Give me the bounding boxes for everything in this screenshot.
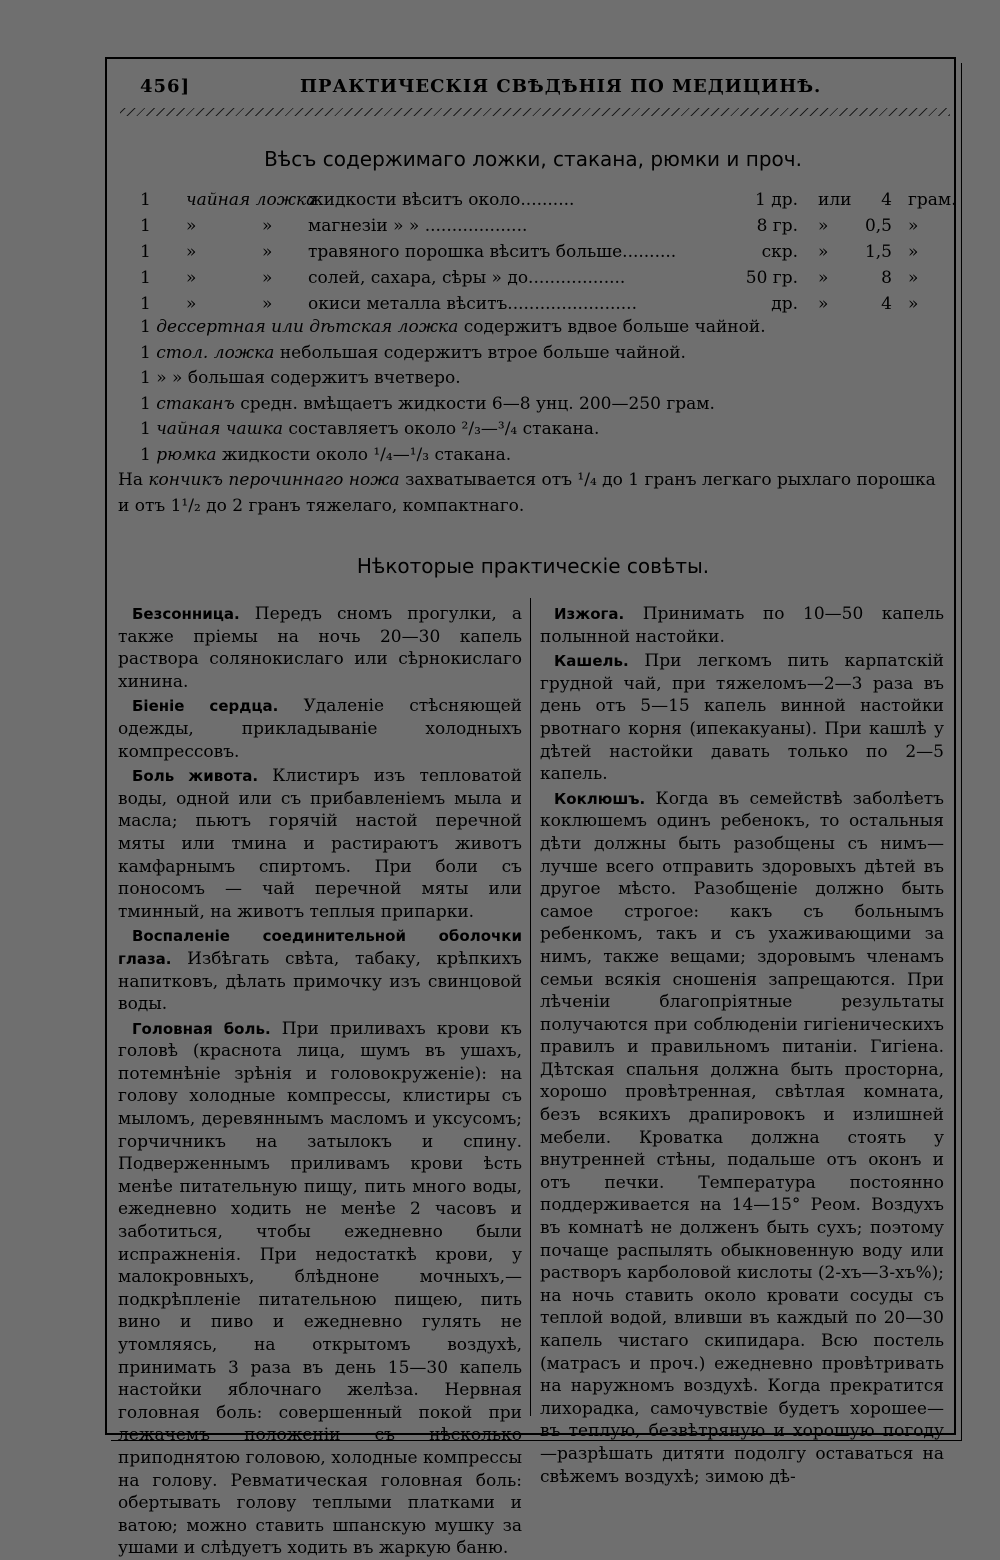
- line-text: 1: [140, 393, 157, 414]
- row-description: травяного порошка вѣситъ больше..........: [308, 242, 677, 262]
- row-conversion: »: [818, 242, 829, 262]
- line-text: небольшая содержитъ втрое больше чайной.: [274, 342, 686, 363]
- line-text: На: [118, 470, 149, 490]
- entry-text: При приливахъ крови къ головѣ (краснота лица, шумъ въ ушахъ, потемнѣніе зрѣнія и головокруженіе): на голову холодные компрессы, клистиры съ мыломъ, деревяннымъ масломъ и уксусомъ; горчичникъ на затылокъ и спину. Подверженнымъ приливамъ крови ѣсть менѣе питательную пищу, пить много воды, ежедневно ходить не менѣе 2 часовъ и заботиться, чтобы ежедневно были испражненія. При недостаткѣ крови, у малокровныхъ, блѣдноне мочныхъ,—подкрѣпленіе питательною пищею, пить вино и пиво и ежедневно гулять не утомляясь, на открытомъ воздухѣ, принимать 3 раза въ день 15—30 капель настойки яблочнаго желѣза. Нервная головная боль: совершенный покой при лежачемъ положеніи съ нѣсколько приподнятою головою, холодные компрессы на голову. Ревматическая головная боль: обертывать голову теплыми платками и ватою; можно ставить шпанскую мушку за ушами и слѣдуетъ ходить въ жаркую баню.: [118, 1018, 523, 1559]
- entry-heading: Воспаленіе соединительной оболочки глаза.: [118, 927, 522, 968]
- row-measure: »: [186, 216, 197, 236]
- row-measure: »: [186, 294, 197, 314]
- entry-heading: Безсонница.: [132, 605, 240, 623]
- line-text: захватывается отъ ¹/₄ до 1 гранъ легкаго рыхлаго порошка: [399, 470, 936, 490]
- entry-text: Передъ сномъ прогулки, а также пріемы на ночь 20—30 капель раствора солянокислаго или сѣрнокислаго хинина.: [118, 604, 522, 692]
- line-text: средн. вмѣщаетъ жидкости 6—8 унц. 200—250 грам.: [234, 393, 715, 414]
- entry-heading: Кашель.: [554, 652, 629, 671]
- advice-entry: [540, 650, 944, 786]
- row-value: 8: [881, 268, 892, 288]
- weights-row: [140, 242, 945, 266]
- row-description: солей, сахара, сѣры » до..................: [308, 268, 626, 288]
- line-text: и отъ 1¹/₂ до 2 гранъ тяжелаго, компактнаго.: [118, 495, 525, 516]
- entry-text: При легкомъ пить карпатскій грудной чай, при тяжеломъ—2—3 раза въ день отъ 5—15 капель винной настойки рвотнаго корня (ипекакуаны). При кашлѣ у дѣтей настойки давать только по 2—5 капель.: [540, 651, 944, 785]
- row-measure-2: »: [262, 268, 273, 288]
- line-text: 1: [140, 419, 157, 439]
- row-value: 0,5: [864, 216, 892, 236]
- row-conversion: или: [818, 190, 852, 210]
- row-conversion: »: [818, 216, 829, 236]
- line-text: 1: [140, 317, 157, 337]
- row-number: 1: [140, 294, 151, 314]
- entry-heading: Изжога.: [554, 605, 625, 623]
- weights-line: [140, 417, 970, 441]
- advice-right-column: [540, 603, 944, 1488]
- weights-line: [140, 443, 970, 467]
- line-text: содержитъ вдвое больше чайной.: [458, 317, 766, 337]
- advice-entry: [540, 788, 944, 1488]
- row-unit: »: [908, 242, 919, 262]
- row-measure: »: [186, 242, 197, 262]
- row-number: 1: [140, 268, 151, 288]
- advice-title: Нѣкоторые практическіе совѣты.: [356, 554, 710, 578]
- line-term: стаканъ: [156, 393, 235, 414]
- weights-line: [118, 494, 948, 518]
- line-text: 1: [140, 444, 157, 465]
- row-measure-2: »: [262, 242, 273, 262]
- row-value: 4: [881, 190, 892, 210]
- row-amount: 50 гр.: [745, 268, 798, 288]
- weights-line: [140, 315, 970, 339]
- line-text: жидкости около ¹/₄—¹/₃ стакана.: [216, 444, 512, 465]
- advice-entry: [540, 603, 944, 648]
- row-unit: грам.: [908, 190, 957, 210]
- advice-entry: [118, 695, 522, 763]
- weights-line: [140, 366, 970, 390]
- entry-text: Принимать по 10—50 капель полынной настойки.: [540, 604, 944, 647]
- weights-line: [118, 468, 948, 492]
- row-unit: »: [908, 216, 919, 236]
- weights-title: Вѣсъ содержимаго ложки, стакана, рюмки и проч.: [264, 147, 802, 171]
- row-unit: »: [908, 294, 919, 314]
- line-term: чайная чашка: [156, 419, 283, 439]
- row-value: 4: [881, 294, 892, 314]
- row-number: 1: [140, 190, 151, 210]
- entry-heading: Коклюшъ.: [554, 789, 646, 808]
- weights-line: [140, 341, 970, 365]
- row-unit: »: [908, 268, 919, 288]
- entry-heading: Боль живота.: [132, 767, 259, 786]
- line-term: дессертная или дѣтская ложка: [156, 317, 459, 337]
- row-number: 1: [140, 242, 151, 262]
- running-title: ПРАКТИЧЕСКІЯ СВѢДѢНІЯ ПО МЕДИЦИНѢ.: [300, 76, 822, 97]
- advice-entry: [118, 925, 522, 1015]
- entry-text: Избѣгать свѣта, табаку, крѣпкихъ напитковъ, дѣлать примочку изъ свинцовой воды.: [118, 948, 522, 1015]
- line-term: стол. ложка: [156, 342, 275, 363]
- line-text: составляетъ около ²/₃—³/₄ стакана.: [283, 419, 600, 439]
- weights-line: [140, 392, 970, 416]
- entry-text: Клистиръ изъ тепловатой воды, одной или съ прибавленіемъ мыла и масла; пьютъ горячій настой перечной мяты или тмина и растираютъ животъ камфарнымъ спиртомъ. При боли съ поносомъ — чай перечной мяты или тминный, на животъ теплыя припарки.: [118, 766, 522, 922]
- row-description: магнезіи » » ...................: [308, 216, 528, 236]
- row-measure: »: [186, 268, 197, 288]
- row-measure-2: »: [262, 216, 273, 236]
- weights-row: [140, 216, 945, 240]
- line-term: рюмка: [156, 444, 217, 465]
- row-conversion: »: [818, 268, 829, 288]
- weights-row: [140, 268, 945, 292]
- advice-entry: [118, 765, 522, 923]
- weights-row: [140, 190, 957, 214]
- advice-left-column: [118, 603, 522, 1560]
- row-conversion: »: [818, 294, 829, 314]
- line-text: 1 » » большая содержитъ вчетверо.: [140, 368, 461, 388]
- row-description: жидкости вѣситъ около..........: [308, 190, 575, 210]
- row-value: 1,5: [864, 242, 892, 262]
- row-amount: др.: [771, 294, 798, 314]
- row-measure: чайная ложка: [186, 190, 317, 210]
- entry-text: Когда въ семействѣ заболѣетъ коклюшемъ одинъ ребенокъ, то остальныя дѣти должны быть разобщены съ нимъ—лучше всего отправить здоровыхъ дѣтей въ другое мѣсто. Разобщеніе должно быть самое строгое: какъ съ больнымъ ребенкомъ, такъ и съ ухаживающими за нимъ, также вещами; здоровымъ членамъ семьи всякія сношенія запрещаются. При лѣченіи благопріятные результаты получаются при соблюденіи гигіеническихъ правилъ и правильномъ питаніи. Гигіена. Дѣтская спальня должна быть просторна, хорошо провѣтренная, свѣтлая комната, безъ всякихъ драпировокъ и излишней мебели. Кроватка должна стоять у внутренней стѣны, подальше отъ оконъ и отъ печки. Температура постоянно поддерживается на 14—15° Реом. Воздухъ въ комнатѣ не долженъ быть сухъ; поэтому почаще распылять обыкновенную воду или растворъ карболовой кислоты (2-хъ—3-хъ%); на ночь ставить около кровати сосуды съ теплой водой, вливши въ каждый по 20—30 капель чистаго скипидара. Всю постель (матрасъ и проч.) ежедневно провѣтривать на наружномъ воздухѣ. Когда прекратится лихорадка, самочувствіе будетъ хорошее—въ теплую, безвѣтряную и хорошую погоду—разрѣшать дитяти подолгу оставаться на свѣжемъ воздухѣ; зимою дѣ-: [540, 788, 944, 1487]
- wavy-rule: [120, 108, 950, 116]
- row-measure-2: »: [262, 294, 273, 314]
- advice-entry: [118, 1018, 522, 1560]
- advice-entry: [118, 603, 522, 693]
- row-amount: 1 др.: [755, 190, 798, 210]
- row-amount: 8 гр.: [756, 216, 798, 236]
- row-description: окиси металла вѣситъ........................: [308, 294, 637, 314]
- row-number: 1: [140, 216, 151, 236]
- entry-heading: Головная боль.: [132, 1019, 271, 1038]
- column-divider: [530, 598, 531, 1416]
- entry-text: Удаленіе стѣсняющей одежды, прикладываніе холодныхъ компрессовъ.: [118, 696, 522, 762]
- running-head: [140, 76, 940, 106]
- line-text: 1: [140, 342, 157, 363]
- page-number: 456]: [140, 76, 191, 97]
- row-amount: скр.: [761, 242, 798, 262]
- entry-heading: Біеніе сердца.: [132, 697, 279, 716]
- line-term: кончикъ перочиннаго ножа: [148, 470, 400, 490]
